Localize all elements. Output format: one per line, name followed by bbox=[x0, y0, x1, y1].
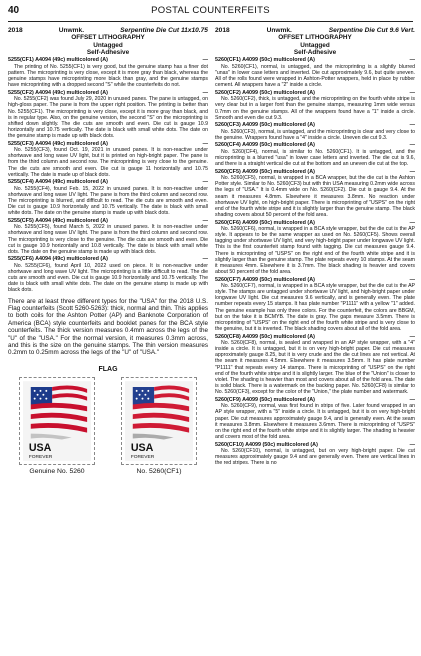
entry-description: A4099 (50c) multicolored (A) bbox=[242, 168, 315, 175]
flag-stamp-image bbox=[19, 377, 95, 465]
entry-price: — bbox=[202, 217, 208, 224]
figure-title: FLAG bbox=[98, 365, 118, 373]
entry-price: — bbox=[409, 219, 415, 226]
section-year: 2018 bbox=[8, 27, 23, 34]
entry-price: — bbox=[202, 179, 208, 186]
entry-price: — bbox=[202, 140, 208, 147]
entry-number: 5255(CF4) bbox=[8, 179, 34, 186]
catalog-entry bbox=[215, 334, 415, 396]
entry-description: A4094 (49c) multicolored (A) bbox=[35, 217, 108, 224]
entry-number: 5260(CF2) bbox=[215, 89, 241, 96]
flag-stamp-art bbox=[23, 381, 91, 461]
entry-text: No. 5255(CF3), found Oct. 19, 2021 in unused panes. It is non-reactive under shortwave and long wave UV light, but it is printed on high-bright paper. The pane is from the third column and second row. The microprinting is very close to the genuine. The die cuts are smooth and even. Die cut is gauge 11 horizontally and 10.75 vertically. The date is made up of black dots. bbox=[8, 147, 208, 178]
entry-price: — bbox=[202, 256, 208, 263]
entry-number: 5260(CF1) bbox=[215, 57, 241, 64]
entry-price: — bbox=[409, 333, 415, 340]
section-subheading: OFFSET LITHOGRAPHY bbox=[278, 34, 352, 42]
entry-number: 5255(CF3) bbox=[8, 140, 34, 147]
entry-text: No. 5255(CF5), found March 5, 2022 in unused panes. It is non-reactive under shortwave and long wave UV light. The pane is from the third column and second row. The microprinting is very close to the genuine. The die cuts are smooth and even. Die cut is gauge 10.9 horizontally and 10.8 vertically. The date is black with small white dots. The date on the genuine stamp is made up with black dots. bbox=[8, 224, 208, 255]
entry-text: No. 5260(CF10), normal, is untagged, but on very high-bright paper. Die cut measures approximately gauge 9.4 and are generally even. There are vertical lines in the red stripes. There is no bbox=[215, 447, 415, 467]
entry-list bbox=[215, 57, 415, 466]
entry-description: A4094 (49c) multicolored (A) bbox=[35, 179, 108, 186]
catalog-entry bbox=[215, 442, 415, 467]
flag-stamp-image bbox=[121, 377, 197, 465]
section-subheading: Untagged bbox=[300, 41, 330, 49]
entry-text: No. 5260(CF8), normal, is sealed and wrapped in an AP style wrapper, with a "4" inside a circle. It is untagged, but it is on very high-bright paper. Die cut measures approximately gauge 8.25, but it is very crude and the die cut lines are not vertical. At the seam it measures 4.5mm. Elsewhere it measures 3.5mm. It has plate number "P1111" that repeats every 14 stamps. There is microprinting of "USPS" on the right end of the fourth white stripe and it is slightly larger. The blue of the "Union" is closer to violet. The shading is heavier than most and covers about all of the fold area. The date is solid black. There is a watermark on the backing paper. No. 5260(CF8) is similar to No. 5260(CF3), except for the color of the "Union," the plate number and watermark. bbox=[215, 340, 415, 396]
catalog-entry bbox=[8, 141, 208, 178]
section-subheading: OFFSET LITHOGRAPHY bbox=[71, 34, 145, 42]
entry-number-desc bbox=[8, 256, 108, 262]
entry-number: 5260(CF10) bbox=[215, 441, 244, 448]
entry-number: 5260(CF9) bbox=[215, 396, 241, 403]
entry-number-desc bbox=[215, 122, 315, 128]
entry-description: A4099 (50c) multicolored (A) bbox=[242, 276, 315, 283]
entry-text: No. 5260(CF5), normal, is wrapped in a BCA wrapper, but the die cut is the Ashton Potter style. Similar to No. 5260(CF3) but with thin USA measuring 0.2mm wide across the legs of "USA." It is 0.4mm wide on No. 5260(CF2). Die cut is gauge 9.4. At the seam it measures 4.8mm. Elsewhere it measures 3.8mm. No reaction under shortwave UV light, on high-bright paper. There is microprinting of "USPS" on the right end of the fourth white stripe and it is slightly larger than the genuine stamp. The black shading covers about 50 percent of the fold area. bbox=[215, 175, 415, 218]
entry-price: — bbox=[409, 168, 415, 175]
svg-text:USA: USA bbox=[130, 442, 154, 455]
entry-price: — bbox=[202, 57, 208, 64]
svg-text:FOREVER: FOREVER bbox=[130, 454, 155, 460]
entry-price: — bbox=[409, 276, 415, 283]
entry-text: No. 5260(CF1), normal, is untagged, and the microprinting is a slightly blurred "unas" in lower case letters and inverted. Die cut approximately 9.6, but quite uneven. All of the rolls found were wrapped in Ashton-Potter wrappers, held in place by rubber cement. All wrappers have a "2" inside a circle. bbox=[215, 63, 415, 89]
stamp-caption: Genuine No. 5260 bbox=[29, 468, 85, 476]
catalog-entry bbox=[215, 57, 415, 88]
entry-number-desc bbox=[8, 179, 108, 185]
entry-number-desc bbox=[215, 220, 315, 226]
entry-text: No. 5260(CF2), thick, is untagged, and the microprinting on the fourth white stripe is very clear but in a larger font than the genuine stamps, measuring 1mm wide versus 0.7mm on the genuine stamps. All of the wrappers found have a "1" inside a circle. Smooth and even die cut 9.3. bbox=[215, 96, 415, 121]
entry-list bbox=[8, 57, 208, 293]
entry-description: A4094 (49c) multicolored (A) bbox=[35, 140, 108, 147]
entry-description: A4099 (50c) multicolored (A) bbox=[242, 333, 315, 340]
section-type: Serpentine Die Cut 11x10.75 bbox=[120, 27, 208, 34]
entry-price: — bbox=[409, 441, 415, 448]
entry-price: — bbox=[409, 122, 415, 129]
entry-number: 5255(CF5) bbox=[8, 217, 34, 224]
flag-type-note: There are at least three different types for the "USA" for the 2018 U.S. Flag counterfeits (Scott 5260-5263): thick, normal and thin. This applies to both coils for the Ashton Potter (AP) and Banknote Corporation of America (BCA) style counterfeits and booklet panes for the BCA style counterfeits. The thick version measures 0.4mm across the legs of the "U" of the "USA." For the normal version, it measures 0.3mm across, and this is the size on the genuine stamps. The thin version measures 0.2mm to 0.25mm across the legs of the "U" of "USA." bbox=[8, 297, 208, 357]
entry-description: A4094 (49c) multicolored (A) bbox=[35, 256, 108, 263]
entry-number-desc bbox=[215, 442, 318, 448]
section-year: 2018 bbox=[215, 27, 230, 34]
entry-number-desc bbox=[215, 57, 315, 63]
catalog-entry bbox=[215, 90, 415, 121]
entry-number: 5260(CF3) bbox=[215, 122, 241, 129]
section-subheading: Untagged bbox=[93, 41, 123, 49]
catalog-entry bbox=[8, 218, 208, 255]
catalog-entry bbox=[215, 122, 415, 141]
section-issue: Unwmk. bbox=[266, 27, 292, 34]
catalog-entry bbox=[8, 90, 208, 140]
entry-number-desc bbox=[215, 142, 315, 148]
section-subheading: Self-Adhesive bbox=[293, 48, 337, 56]
entry-number-desc bbox=[8, 57, 108, 63]
entry-text: No. 5255(CF2) was found July 29, 2020 in unused panes. The pane is untagged, on high-gloss paper. The pane is from the upper right position. The printing is better than No. 5255(CF1). The microprinting is very close, except it is more gray than black, and is in regular type. Also, on the genuine version, the second "S" on the microprinting is shifted down slightly. The die cuts are smooth and even. Die cut is gauge 10.9 horizontally and 10.75 vertically. The date is black with small white dots. The date on the genuine stamp is made up with black dots. bbox=[8, 96, 208, 140]
entry-number: 5260(CF7) bbox=[215, 276, 241, 283]
section-subheading: Self-Adhesive bbox=[86, 48, 130, 56]
entry-number: 5260(CF8) bbox=[215, 333, 241, 340]
stamp-figures bbox=[8, 377, 208, 497]
catalog-entry bbox=[215, 169, 415, 219]
catalog-entry bbox=[215, 397, 415, 440]
entry-text: No. 5260(CF9), normal, was first found in strips of five. Later found wrapped in an AP style wrapper, with a "5" inside a circle. It is untagged, but it is on very high-bright paper. Die cut measures approximately gauge 9.4, and is generally even. At the seam it measures 3.8mm. Elsewhere it measures 3.6mm. There is microprinting of "USPS" on the right end of the fourth white stripe and it is slightly larger. The shading is heavier and covers most of the fold area. bbox=[215, 403, 415, 440]
page-header bbox=[8, 5, 413, 22]
svg-text:FOREVER: FOREVER bbox=[28, 454, 53, 460]
catalog-entry bbox=[8, 57, 208, 88]
entry-price: — bbox=[409, 396, 415, 403]
entry-price: — bbox=[202, 89, 208, 96]
running-title: POSTAL COUNTERFEITS bbox=[151, 5, 270, 16]
section-type: Serpentine Die Cut 9.6 Vert. bbox=[328, 27, 415, 34]
entry-description: A4099 (50c) multicolored (A) bbox=[242, 219, 315, 226]
catalog-entry bbox=[8, 179, 208, 216]
entry-price: — bbox=[409, 89, 415, 96]
left-column bbox=[8, 27, 208, 652]
entry-text: The printing of No. 5255(CF1) is very good, but the genuine stamp has a finer dot pattern. The microprinting is very close, except it is more gray than black, whereas the genuine stamps have microprinting more black than gray, and the genuine stamps have microprinting with a dropped second "S" while the counterfeits do not. bbox=[8, 63, 208, 89]
section-issue: Unwmk. bbox=[58, 27, 85, 34]
entry-price: — bbox=[409, 57, 415, 64]
stamp-figure-genuine bbox=[16, 377, 98, 475]
entry-text: No. 5260(CF3), normal, is untagged, and the microprinting is clear and very close to the genuine. Wrappers found have a "4" inside a circle. Uneven die cut 9.3. bbox=[215, 128, 415, 141]
page-number: 40 bbox=[8, 5, 20, 16]
entry-text: No. 5255(CF4), found Feb. 15, 2022 in unused panes. It is non-reactive under shortwave and long wave UV light. The pane is from the third column and second row. The microprinting is blurred, and difficult to read. The die cuts are smooth and even. Die cut is gauge 10.9 horizontally and 10.75 vertically. The date is black with small white dots. The date on the genuine stamp is made up with black dots. bbox=[8, 185, 208, 217]
entry-description: A4094 (49c) multicolored (A) bbox=[35, 57, 108, 64]
section-heading bbox=[215, 27, 415, 34]
entry-number: 5255(CF1) bbox=[8, 57, 34, 64]
catalog-entry bbox=[215, 142, 415, 167]
entry-number: 5260(CF6) bbox=[215, 219, 241, 226]
catalog-entry bbox=[215, 220, 415, 276]
section-heading bbox=[8, 27, 208, 34]
right-column bbox=[215, 27, 415, 652]
entry-description: A4099 (50c) multicolored (A) bbox=[242, 142, 315, 149]
entry-description: A4099 (50c) multicolored (A) bbox=[242, 396, 315, 403]
flag-stamp-art bbox=[125, 381, 193, 461]
catalog-entry bbox=[215, 277, 415, 333]
entry-price: — bbox=[409, 142, 415, 149]
entry-description: A4094 (49c) multicolored (A) bbox=[35, 89, 108, 96]
entry-description: A4099 (50c) multicolored (A) bbox=[242, 57, 315, 64]
entry-text: No. 5260(CF6), normal, is wrapped in a BCA style wrapper, but the die cut is the AP style. It appears to be the same wrapper as used on No. 5260(CF5). Shows overall tagging under shortwave UV light, and very high-bright paper under longwave UV light. This is the first counterfeit stamp found with tagging. Die cut measures gauge 9.4. There is microprinting of "USPS" on the right end of the fourth white stripe and it is slightly larger than the genuine stamp. The plate repeats every 10 stamps. At the seam it measures 4mm. Elsewhere it is 3.7mm. The black shading is heavier and covers about 50 percent of the fold area. bbox=[215, 225, 415, 276]
entry-description: A4099 (50c) multicolored (A) bbox=[245, 441, 318, 448]
entry-text: No. 5260(CF7), normal, is wrapped in a BCA style wrapper, but the die cut is the AP style. The stamps are untagged under shortwave UV light, and high-bright paper under longwave UV light. Die cut measures 9.6 vertically, and is generally even. The plate number repeats every 15 stamps. It has plate number "P1111" with a yellow "1" added. The genuine example has only three colors. For the counterfeit, the colors are BBGM, but on the fake it is BCMYB. The date is gray. The gaps measure 3.5mm. There is microprinting of "USPS" on the right end of the fourth white stripe and is very close to the genuine, but it is inverted. The black shading covers about all of the fold area. bbox=[215, 282, 415, 333]
entry-description: A4099 (50c) multicolored (A) bbox=[242, 122, 315, 129]
entry-number: 5255(CF6) bbox=[8, 256, 34, 263]
entry-number: 5255(CF2) bbox=[8, 89, 34, 96]
stamp-caption: No. 5260(CF1) bbox=[136, 468, 182, 476]
entry-text: No. 5255(CF6), found April 10, 2022 used on piece. It is non-reactive under shortwave and long wave UV light. The microprinting is a little difficult to read. The die cuts are smooth and even. Die cut is gauge 10.9 horizontally and 10.75 vertically. The date is black with small white dots. The date on the genuine stamp is made up with black dots. bbox=[8, 262, 208, 294]
entry-number: 5260(CF5) bbox=[215, 168, 241, 175]
entry-description: A4099 (50c) multicolored (A) bbox=[242, 89, 315, 96]
catalog-entry bbox=[8, 256, 208, 293]
entry-number: 5260(CF4) bbox=[215, 142, 241, 149]
entry-text: No. 5260(CF4), normal, is similar to No. 5260(CF1). It is untagged, and the microprinting is a blurred "usa" in lower case letters and inverted. The die cut is 9.6, and there is a straight vertical die cut at the bottom and an uneven die cut at the top. bbox=[215, 148, 415, 168]
svg-text:USA: USA bbox=[28, 442, 52, 455]
stamp-figure-counterfeit bbox=[118, 377, 200, 475]
